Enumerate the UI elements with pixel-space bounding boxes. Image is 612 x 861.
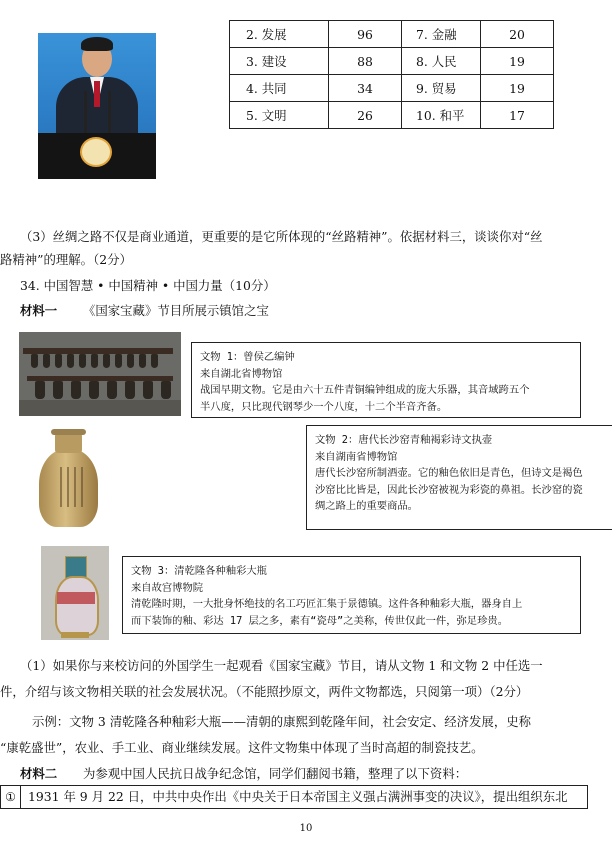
row-number: ① <box>1 786 21 808</box>
table-cell: 20 <box>481 21 554 48</box>
question-1-line-1: （1）如果你与来校访问的外国学生一起观看《国家宝藏》节目，请从文物 1 和文物 2 中任选一 <box>20 658 543 673</box>
table-cell: 10. 和平 <box>402 102 481 129</box>
question-34-title: 34. 中国智慧 • 中国精神 • 中国力量（10分） <box>20 278 276 293</box>
example-line-2: “康乾盛世”，农业、手工业、商业继续发展。这件文物集中体现了当时高超的制瓷技艺。 <box>0 740 484 755</box>
question-3-line-2: 路精神”的理解。（2分） <box>0 252 132 267</box>
bronze-bells-image <box>19 332 181 416</box>
table-cell: 5. 文明 <box>230 102 329 129</box>
artifact-2-line-3: 唐代长沙窑所制酒壶。它的釉色依旧是青色，但诗文是褐色 <box>315 467 583 479</box>
artifact-2-line-1: 文物 2：唐代长沙窑青釉褐彩诗文执壶 <box>315 434 493 446</box>
artifact-1-line-1: 文物 1：曾侯乙编钟 <box>200 351 295 363</box>
artifact-2-line-5: 绸之路上的重要商品。 <box>315 500 418 512</box>
artifact-1-box <box>191 342 581 418</box>
table-cell: 3. 建设 <box>230 48 329 75</box>
artifact-3-line-3: 清乾隆时期，一大批身怀绝技的名工巧匠汇集于景德镇。这件各种釉彩大瓶，器身自上 <box>131 598 523 610</box>
artifact-1-line-2: 来自湖北省博物馆 <box>200 367 283 380</box>
word-frequency-table <box>229 20 554 129</box>
table-cell: 19 <box>481 48 554 75</box>
table-cell: 8. 人民 <box>402 48 481 75</box>
table-cell: 17 <box>481 102 554 129</box>
table-cell: 34 <box>329 75 402 102</box>
artifact-3-line-4: 而下装饰的釉、彩达 17 层之多，素有“瓷母”之美称，传世仅此一件，弥足珍贵。 <box>131 614 508 627</box>
page-number: 10 <box>299 823 313 834</box>
question-3-line-1: （3）丝绸之路不仅是商业通道，更重要的是它所体现的“丝路精神”。依据材料三，谈谈你对“丝 <box>20 229 543 244</box>
artifact-2-line-4: 沙窑比比皆是，因此长沙窑被视为彩瓷的鼻祖。长沙窑的瓷 <box>315 483 583 496</box>
example-line-1: 示例：文物 3 清乾隆各种釉彩大瓶——清朝的康熙到乾隆年间，社会安定、经济发展，史称 <box>32 714 531 729</box>
material-1-label: 材料一 <box>20 303 58 318</box>
table-cell: 19 <box>481 75 554 102</box>
table-cell: 96 <box>329 21 402 48</box>
table-cell: 7. 金融 <box>402 21 481 48</box>
table-row <box>230 48 554 75</box>
table-cell: 26 <box>329 102 402 129</box>
artifact-3-line-1: 文物 3：清乾隆各种釉彩大瓶 <box>131 565 267 577</box>
question-1-line-2: 件，介绍与该文物相关联的社会发展状况。（不能照抄原文，两件文物都选，只阅第一项）（2分） <box>0 684 529 699</box>
artifact-2-box <box>306 425 612 530</box>
table-row <box>230 21 554 48</box>
artifact-1-line-3: 战国早期文物。它是由六十五件青铜编钟组成的庞大乐器，其音域跨五个 <box>200 384 530 396</box>
changsha-ewer-image <box>31 427 106 530</box>
material-2-label: 材料二 <box>20 766 58 781</box>
material-2-text: 为参观中国人民抗日战争纪念馆，同学们翻阅书籍，整理了以下资料： <box>83 766 468 781</box>
table-cell: 4. 共同 <box>230 75 329 102</box>
timeline-table <box>0 785 588 809</box>
table-cell: 9. 贸易 <box>402 75 481 102</box>
row-content: 1931 年 9 月 22 日，中共中央作出《中央关于日本帝国主义强占满洲事变的决议》，提出组织东北 <box>28 789 568 804</box>
table-cell: 88 <box>329 48 402 75</box>
table-row <box>230 75 554 102</box>
material-1-text: 《国家宝藏》节目所展示镇馆之宝 <box>83 303 269 318</box>
table-row <box>230 102 554 129</box>
forum-logo-icon <box>80 137 112 167</box>
artifact-3-line-2: 来自故宫博物院 <box>131 581 204 594</box>
glazed-vase-image <box>41 546 109 640</box>
artifact-2-line-2: 来自湖南省博物馆 <box>315 450 398 463</box>
table-cell: 2. 发展 <box>230 21 329 48</box>
artifact-1-line-4: 半八度，只比现代钢琴少一个八度，十二个半音齐备。 <box>200 400 448 413</box>
speaker-photo <box>38 33 156 179</box>
artifact-3-box <box>122 556 581 634</box>
